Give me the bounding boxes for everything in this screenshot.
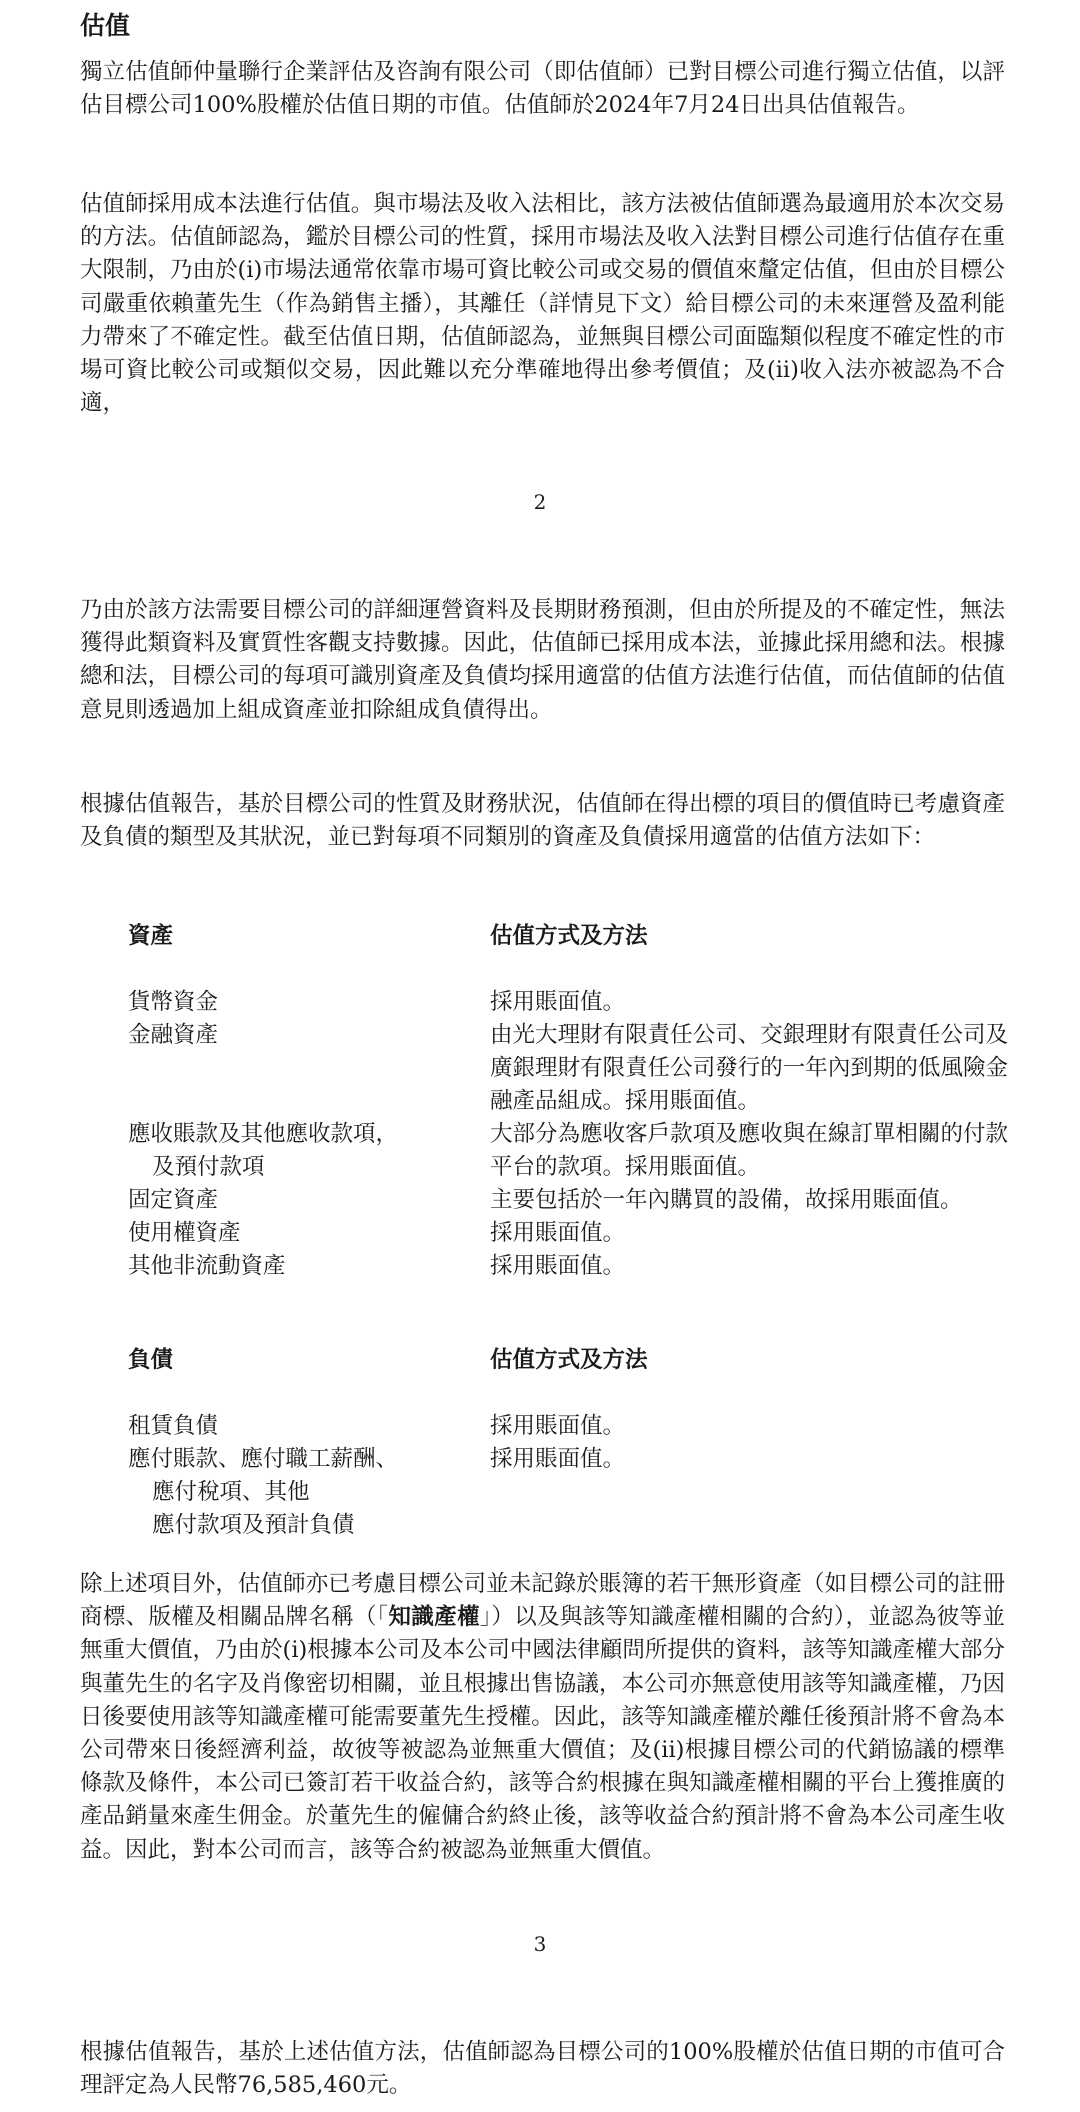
- paragraph-cost-approach-continued: [80, 594, 1005, 727]
- liability-item: 租賃負債: [128, 1413, 219, 1439]
- asset-method: 採用賬面值。: [490, 1220, 626, 1246]
- asset-method: 採用賬面值。: [490, 989, 626, 1015]
- table-header: [128, 920, 1008, 953]
- column-header-liabilities: 負債: [128, 1347, 174, 1373]
- paragraph-text: 根據估值報告，基於目標公司的性質及財務狀況，估值師在得出標的項目的價值時已考慮資產及負債的類型及其狀況，並已對每項不同類別的資產及負債採用適當的估值方法如下：: [80, 791, 1005, 851]
- table-row: [128, 1250, 1008, 1283]
- column-header-method: 估值方式及方法: [490, 923, 648, 949]
- paragraph-text: 根據估值報告，基於上述估值方法，估值師認為目標公司的100%股權於估值日期的市值可合理評定為人民幣76,585,460元。: [80, 2039, 1005, 2099]
- liability-item-line: 應付稅項、其他: [152, 1479, 310, 1505]
- table-row: [128, 1410, 1008, 1443]
- page-number: 3: [533, 1932, 547, 1956]
- paragraph-text-part: 」）以及與該等知識產權相關的合約），並認為彼等並無重大價值，乃由於(i)根據本公司及本公司中國法律顧問所提供的資料，該等知識產權大部分與董先生的名字及肖像密切相關，並且根據出售協議，本公司亦無意使用該等知識產權，乃因日後要使用該等知識產權可能需要董先生授權。因此，該等知識產權於離任後預計將不會為本公司帶來日後經濟利益，故彼等被認為並無重大價值；及(ii)根據目標公司的代銷協議的標準條款及條件，本公司已簽訂若干收益合約，該等合約根據在與知識產權相關的平台上獲推廣的產品銷量來產生佣金。於董先生的僱傭合約終止後，該等收益合約預計將不會為本公司產生收益。因此，對本公司而言，該等合約被認為並無重大價值。: [80, 1604, 1005, 1863]
- liability-method: 採用賬面值。: [490, 1446, 626, 1472]
- table-row: [128, 1184, 1008, 1217]
- liability-item-line: 應付賬款、應付職工薪酬、: [128, 1446, 399, 1472]
- asset-item: 使用權資產: [128, 1220, 241, 1246]
- table-row: [128, 1019, 1008, 1118]
- table-row: [128, 1443, 1008, 1542]
- asset-item: 貨幣資金: [128, 989, 219, 1015]
- asset-item: 固定資產: [128, 1187, 219, 1213]
- asset-item-line: 應收賬款及其他應收款項，: [128, 1121, 399, 1147]
- liability-method: 採用賬面值。: [490, 1413, 626, 1439]
- asset-method: 大部分為應收客戶款項及應收與在線訂單相關的付款平台的款項。採用賬面值。: [490, 1121, 1008, 1180]
- table-row: [128, 1217, 1008, 1250]
- asset-item: 金融資產: [128, 1022, 219, 1048]
- paragraph-text: 乃由於該方法需要目標公司的詳細運營資料及長期財務預測，但由於所提及的不確定性，無法獲得此類資料及實質性客觀支持數據。因此，估值師已採用成本法，並據此採用總和法。根據總和法，目標公司的每項可識別資產及負債均採用適當的估值方法進行估值，而估值師的估值意見則透過加上組成資產並扣除組成負債得出。: [80, 597, 1005, 723]
- paragraph-text: 獨立估值師仲量聯行企業評估及咨詢有限公司（即估值師）已對目標公司進行獨立估值，以評估目標公司100%股權於估值日期的市值。估值師於2024年7月24日出具估值報告。: [80, 59, 1005, 119]
- asset-item: 其他非流動資產: [128, 1253, 286, 1279]
- paragraph-cost-approach: [80, 188, 1005, 420]
- column-header-assets: 資產: [128, 923, 174, 949]
- table-row: [128, 986, 1008, 1019]
- asset-method: 主要包括於一年內購買的設備，故採用賬面值。: [490, 1187, 963, 1213]
- column-header-method: 估值方式及方法: [490, 1347, 648, 1373]
- asset-item: [128, 1118, 490, 1184]
- assets-table: [128, 920, 1008, 1283]
- section-heading: 估值: [80, 11, 131, 40]
- table-row: [128, 1118, 1008, 1184]
- page-number: 2: [533, 490, 547, 514]
- paragraph-intangible-assets: [80, 1568, 1005, 1867]
- liabilities-table: [128, 1344, 1008, 1542]
- asset-item-line: 及預付款項: [152, 1154, 265, 1180]
- asset-method: 採用賬面值。: [490, 1253, 626, 1279]
- paragraph-valuer-intro: [80, 56, 1005, 122]
- liability-item-line: 應付款項及預計負債: [152, 1512, 355, 1538]
- paragraph-valuation-conclusion: [80, 2036, 1005, 2102]
- paragraph-valuation-methods-intro: [80, 788, 1005, 854]
- defined-term: 知識產權: [388, 1604, 480, 1631]
- asset-method: 由光大理財有限責任公司、交銀理財有限責任公司及廣銀理財有限責任公司發行的一年內到期的低風險金融產品組成。採用賬面值。: [490, 1022, 1008, 1114]
- paragraph-text: 估值師採用成本法進行估值。與市場法及收入法相比，該方法被估值師選為最適用於本次交易的方法。估值師認為，鑑於目標公司的性質，採用市場法及收入法對目標公司進行估值存在重大限制，乃由於(i)市場法通常依靠市場可資比較公司或交易的價值來釐定估值，但由於目標公司嚴重依賴董先生（作為銷售主播），其離任（詳情見下文）給目標公司的未來運營及盈利能力帶來了不確定性。截至估值日期，估值師認為，並無與目標公司面臨類似程度不確定性的市場可資比較公司或類似交易，因此難以充分準確地得出參考價值；及(ii)收入法亦被認為不合適，: [80, 191, 1005, 417]
- paragraph-text-part: 除上述項目外，估值師亦已考慮目標公司並未記錄於賬簿的若干無形資產（如目標公司的註冊商標、版權及相關品牌名稱（「: [80, 1571, 1005, 1631]
- table-header: [128, 1344, 1008, 1377]
- liability-item: [128, 1443, 490, 1542]
- paragraph-text: [80, 1568, 1005, 1867]
